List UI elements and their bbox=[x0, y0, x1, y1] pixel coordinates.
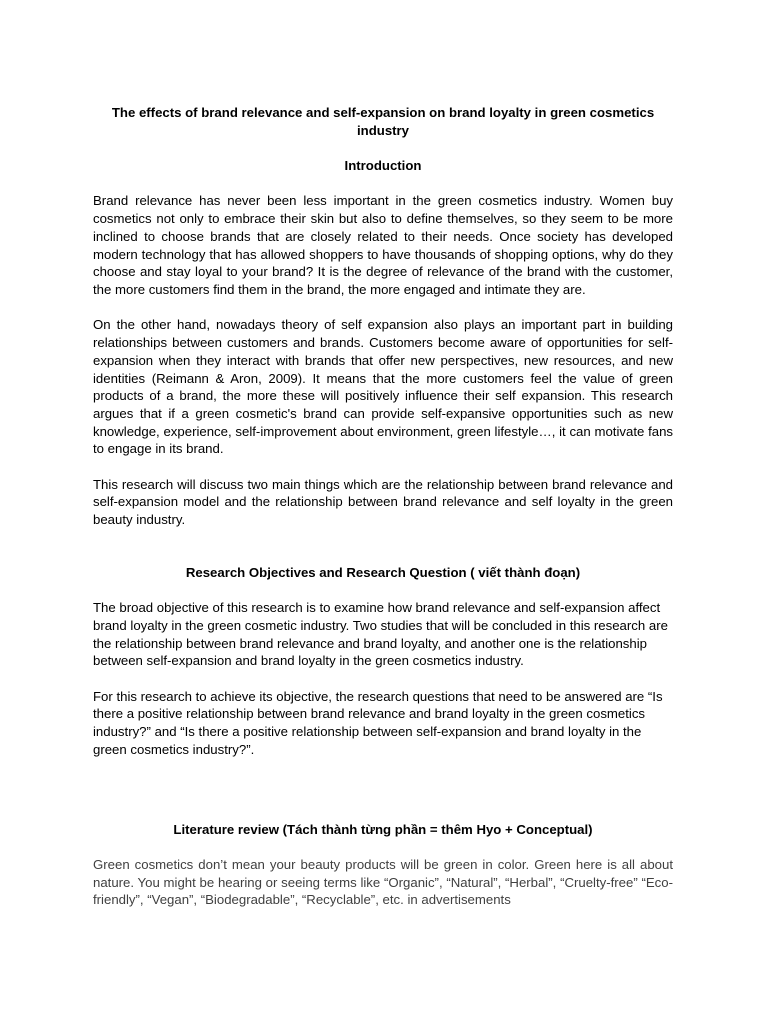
introduction-heading: Introduction bbox=[344, 158, 422, 174]
spacer bbox=[93, 299, 673, 317]
document-title: The effects of brand relevance and self-expansion on brand loyalty in green cosmetics industry bbox=[111, 105, 655, 138]
spacer bbox=[93, 175, 673, 193]
research-objectives-paragraph-2: For this research to achieve its objective, the research questions that need to be answered are “Is there a positive relationship between brand relevance and brand loyalty in the green cosmetics industry?” and “Is there a positive relationship between self-expansion and brand loyalty in the green cosmetics industry?”. bbox=[93, 688, 663, 757]
literature-review-heading: Literature review (Tách thành từng phần = thêm Hyo + Conceptual) bbox=[173, 821, 593, 837]
introduction-paragraph-1: Brand relevance has never been less important in the green cosmetics industry. Women buy cosmetics not only to embrace their skin but also to define themselves, so they seem to be more inclined to choose brands that are closely related to their needs. Once society has developed modern technology that has allowed shoppers to have thousands of shopping options, why do they choose and stay loyal to your brand? It is the degree of relevance of the brand with the customer, the more customers find them in the brand, the more engaged and intimate they are. bbox=[93, 193, 673, 297]
spacer bbox=[93, 529, 673, 564]
spacer bbox=[93, 582, 673, 600]
literature-review-paragraph-1: Green cosmetics don’t mean your beauty products will be green in color. Green here is all about nature. You might be hearing or seeing terms like “Organic”, “Natural”, “Herbal”, “Cruelty-free” “Eco-friendly”, “Vegan”, “Biodegradable”, “Recyclable”, etc. in advertisements bbox=[93, 856, 673, 908]
introduction-paragraph-2: On the other hand, nowadays theory of self expansion also plays an important part in building relationships between customers and brands. Customers become aware of opportunities for self-expansion when they interact with brands that offer new perspectives, new resources, and new identities (Reimann & Aron, 2009). It means that the more customers feel the value of green products of a brand, the more these will positively influence their self expansion. This research argues that if a green cosmetic's brand can provide self-expansive opportunities such as new knowledge, experience, self-improvement about environment, green lifestyle…, it can motivate fans to engage in its brand. bbox=[93, 317, 673, 457]
spacer bbox=[93, 458, 673, 476]
spacer bbox=[93, 139, 673, 157]
introduction-paragraph-3: This research will discuss two main things which are the relationship between brand relevance and self-expansion model and the relationship between brand relevance and self loyalty in the green beauty industry. bbox=[93, 476, 673, 528]
document-content bbox=[93, 104, 673, 909]
spacer bbox=[93, 670, 673, 688]
spacer bbox=[93, 759, 673, 821]
research-objectives-heading: Research Objectives and Research Question ( viết thành đoạn) bbox=[185, 564, 581, 580]
spacer bbox=[93, 838, 673, 856]
research-objectives-paragraph-1: The broad objective of this research is to examine how brand relevance and self-expansion affect brand loyalty in the green cosmetic industry. Two studies that will be concluded in this research are the relationship between brand relevance and brand loyalty, and another one is the relationship between self-expansion and brand loyalty in the green cosmetics industry. bbox=[93, 600, 668, 669]
